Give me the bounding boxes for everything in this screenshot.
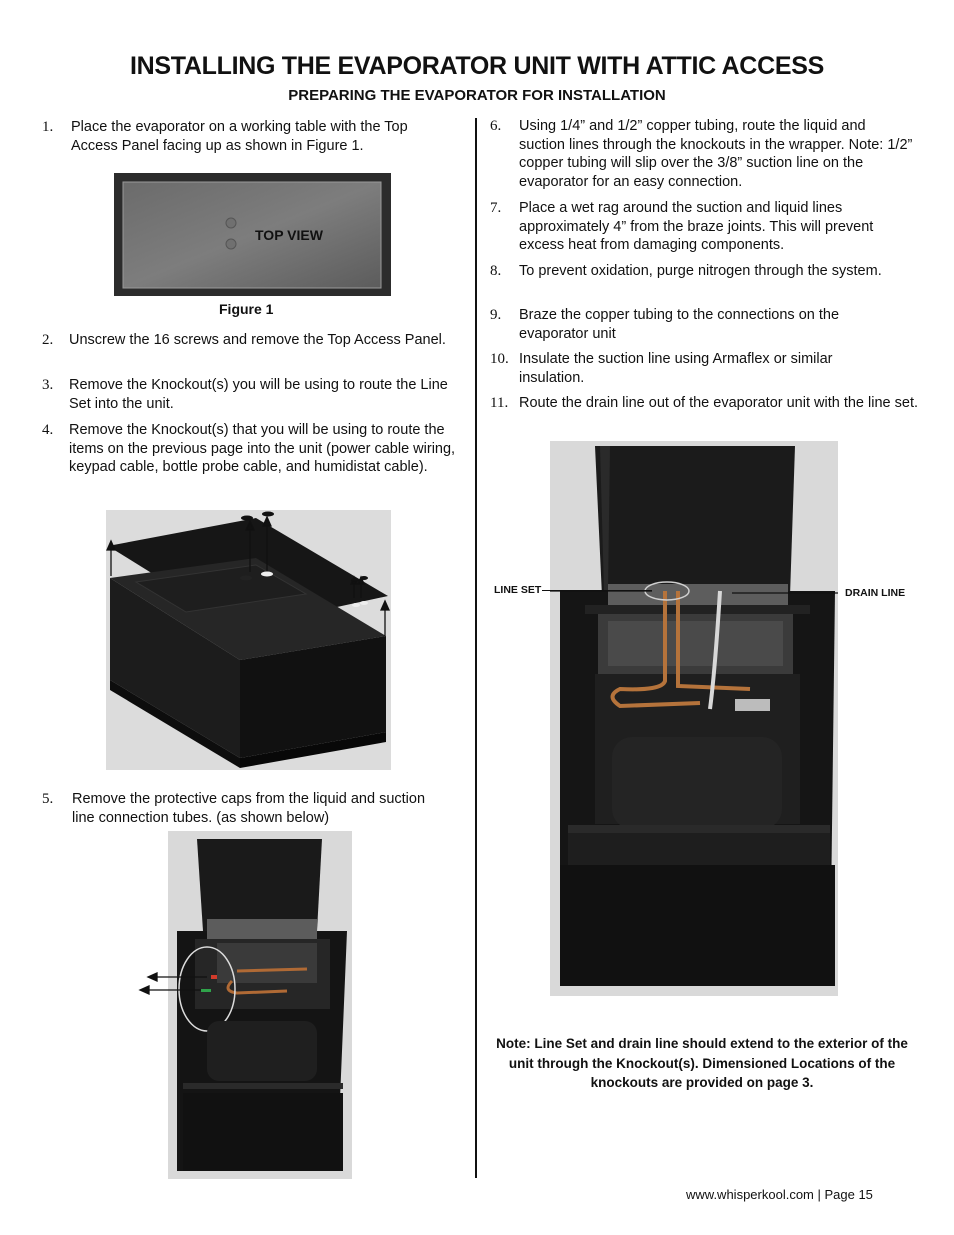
drain-line-label: DRAIN LINE: [845, 587, 906, 599]
step-text: Place a wet rag around the suction and liquid lines approximately 4” from the braze joints. This will prevent excess heat from damaging components.: [519, 200, 874, 253]
top-view-label: TOP VIEW: [255, 227, 323, 243]
step-text: Insulate the suction line using Armaflex or similar insulation.: [519, 351, 833, 386]
figure-1-top-view-image: [114, 173, 391, 296]
knockout-note: Note: Line Set and drain line should extend to the exterior of the unit through the Knockout(s). Dimensioned Locations of the knockouts are provided on page 3.: [496, 1036, 908, 1090]
step-2: [42, 331, 462, 371]
step-number: 7.: [490, 200, 502, 216]
step-text: Remove the Knockout(s) that you will be using to route the items on the previous page into the unit (power cable wiring, keypad cable, bottle probe cable, and humidistat cable).: [69, 422, 456, 475]
step-number: 4.: [42, 422, 54, 438]
exploded-view-image: [106, 510, 391, 770]
step-text: Unscrew the 16 screws and remove the Top Access Panel.: [69, 332, 446, 348]
step-number: 8.: [490, 263, 502, 279]
column-divider: [475, 118, 477, 1178]
step-3: [42, 376, 462, 416]
evaporator-lines-illustration: [550, 441, 838, 996]
step-number: 3.: [42, 377, 54, 393]
step-8: [490, 262, 920, 302]
top-view-illustration: [114, 173, 391, 296]
step-number: 11.: [490, 395, 509, 411]
exploded-view-illustration: [106, 510, 391, 770]
step-number: 9.: [490, 307, 502, 323]
step-9: [490, 306, 920, 346]
figure-1-caption: Figure 1: [219, 301, 274, 317]
step-5: [42, 790, 462, 830]
step-10: [490, 350, 920, 390]
step-number: 5.: [42, 791, 54, 807]
step-text: Remove the protective caps from the liquid and suction line connection tubes. (as shown below): [72, 791, 426, 826]
step-1: [42, 118, 462, 158]
step-number: 1.: [42, 119, 54, 135]
step-7: [490, 199, 920, 259]
page-title: INSTALLING THE EVAPORATOR UNIT WITH ATTIC ACCESS: [130, 52, 824, 80]
step-text: Braze the copper tubing to the connections on the evaporator unit: [519, 307, 840, 342]
step-11: [490, 394, 920, 434]
line-set-pointer: [542, 590, 652, 591]
step-number: 10.: [490, 351, 509, 367]
caps-removal-illustration: [137, 831, 352, 1179]
step-4: [42, 421, 462, 501]
caps-removal-image: [137, 831, 352, 1179]
page-footer: www.whisperkool.com | Page 15: [686, 1187, 873, 1202]
step-number: 2.: [42, 332, 54, 348]
step-text: Using 1/4” and 1/2” copper tubing, route the liquid and suction lines through the knockouts in the wrapper. Note: 1/2” copper tubing will slip over the 3/8” suction line on the evaporator for an easy connection.: [519, 118, 913, 190]
step-6: [490, 117, 920, 195]
step-text: Route the drain line out of the evaporator unit with the line set.: [519, 395, 918, 411]
line-set-label: LINE SET: [494, 584, 542, 596]
step-text: To prevent oxidation, purge nitrogen through the system.: [519, 263, 882, 279]
evaporator-lines-image: [550, 441, 838, 996]
step-text: Remove the Knockout(s) you will be using to route the Line Set into the unit.: [69, 377, 448, 412]
step-text: Place the evaporator on a working table with the Top Access Panel facing up as shown in Figure 1.: [71, 119, 408, 154]
step-number: 6.: [490, 118, 502, 134]
section-subtitle: PREPARING THE EVAPORATOR FOR INSTALLATION: [288, 87, 666, 104]
